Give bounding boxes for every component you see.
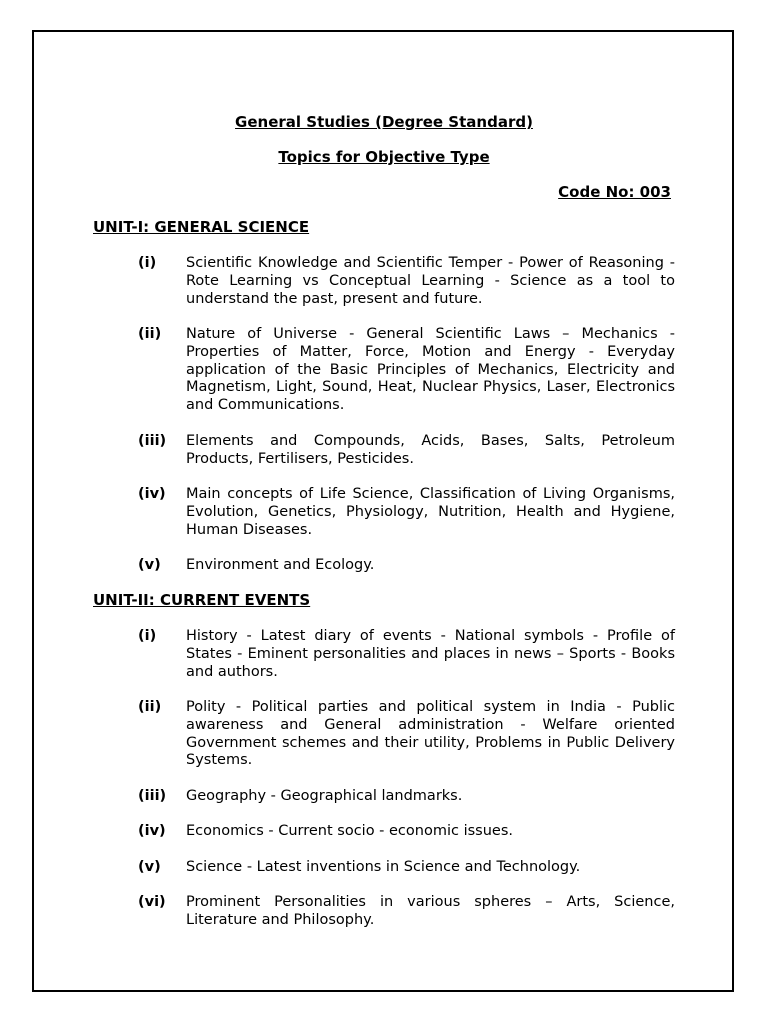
item-text: Prominent Personalities in various spheres – Arts, Science, Literature and Philosophy. <box>186 894 675 928</box>
unit-1-item-3 <box>138 433 675 469</box>
item-text: Elements and Compounds, Acids, Bases, Salts, Petroleum Products, Fertilisers, Pesticides. <box>186 433 675 467</box>
unit-2-item-4 <box>138 823 675 841</box>
unit-1-heading: UNIT-I: GENERAL SCIENCE <box>93 218 310 236</box>
item-text: Nature of Universe - General Scientific Laws – Mechanics - Properties of Matter, Force, Motion and Energy - Everyday application of the Basic Principles of Mechanics, Electricity and Magnetism, Light, Sound, Heat, Nuclear Physics, Laser, Electronics and Communications. <box>186 326 675 414</box>
unit-2-item-3 <box>138 788 675 806</box>
unit-2-item-5 <box>138 859 675 877</box>
item-text: Science - Latest inventions in Science and Technology. <box>186 859 581 875</box>
item-number: (ii) <box>138 699 162 715</box>
item-number: (v) <box>138 557 161 573</box>
item-text: Economics - Current socio - economic issues. <box>186 823 513 839</box>
unit-1-item-4 <box>138 486 675 539</box>
item-number: (i) <box>138 255 157 271</box>
unit-1-item-5 <box>138 557 675 575</box>
unit-1-item-2 <box>138 326 675 415</box>
item-number: (ii) <box>138 326 162 342</box>
item-text: Polity - Political parties and political system in India - Public awareness and General administration - Welfare oriented Government schemes and their utility, Problems in Public Delivery Systems. <box>186 699 675 769</box>
item-number: (iii) <box>138 788 167 804</box>
item-text: Scientific Knowledge and Scientific Temper - Power of Reasoning - Rote Learning vs Conceptual Learning - Science as a tool to understand the past, present and future. <box>186 255 675 307</box>
unit-2-item-1 <box>138 628 675 681</box>
item-text: Main concepts of Life Science, Classification of Living Organisms, Evolution, Genetics, Physiology, Nutrition, Health and Hygiene, Human Diseases. <box>186 486 675 538</box>
item-text: History - Latest diary of events - National symbols - Profile of States - Eminent personalities and places in news – Sports - Books and authors. <box>186 628 675 680</box>
unit-2-item-6 <box>138 894 675 930</box>
document-title: General Studies (Degree Standard) <box>235 113 533 131</box>
item-number: (iii) <box>138 433 167 449</box>
item-number: (i) <box>138 628 157 644</box>
unit-1-item-1 <box>138 255 675 308</box>
item-number: (iv) <box>138 823 166 839</box>
item-text: Geography - Geographical landmarks. <box>186 788 463 804</box>
code-number: Code No: 003 <box>558 183 671 201</box>
unit-2-item-2 <box>138 699 675 770</box>
item-number: (v) <box>138 859 161 875</box>
item-text: Environment and Ecology. <box>186 557 375 573</box>
unit-2-heading: UNIT-II: CURRENT EVENTS <box>93 591 311 609</box>
item-number: (vi) <box>138 894 166 910</box>
document-subtitle: Topics for Objective Type <box>278 148 490 166</box>
item-number: (iv) <box>138 486 166 502</box>
